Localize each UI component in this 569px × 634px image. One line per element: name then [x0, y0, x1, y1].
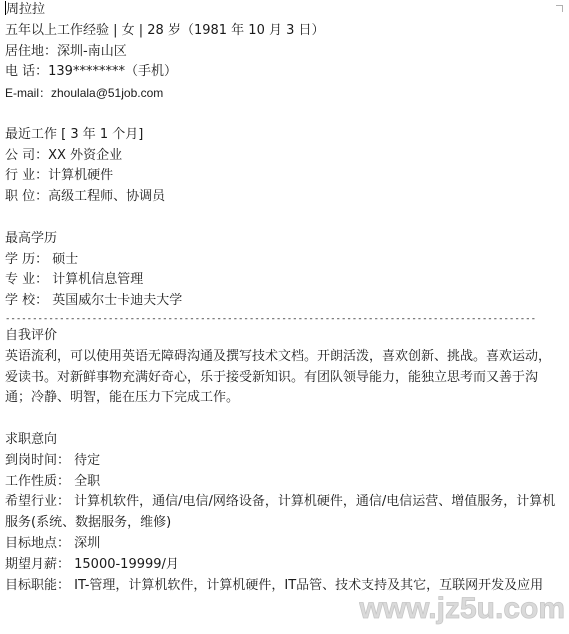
name-line — [5, 0, 565, 21]
industries-line: 希望行业： 计算机软件，通信/电信/网络设备，计算机硬件，通信/电信运营、增值服务，计算机服务(系统、数据服务，维修) — [5, 494, 556, 531]
industry-line: 行 业：计算机硬件 — [5, 168, 114, 184]
recent-job-heading: 最近工作 [ 3 年 1 个月] — [5, 126, 144, 142]
summary-line: 五年以上工作经验 | 女 | 28 岁（1981 年 10 月 3 日） — [5, 22, 325, 38]
watermark-text: www.jz5u.com — [359, 592, 565, 625]
email-line: E-mail：zhoulala@51job.com — [5, 86, 164, 101]
phone-line: 电 话：139********（手机） — [5, 64, 177, 80]
residence-line: 居住地：深圳-南山区 — [5, 43, 127, 59]
candidate-name: 周拉拉 — [6, 2, 46, 17]
position-line: 职 位：高级工程师、协调员 — [5, 189, 166, 205]
section-divider: -------------------------------------------------------------------------------------------------- — [5, 313, 537, 324]
spacer — [5, 104, 565, 125]
self-assessment-text: 英语流利，可以使用英语无障碍沟通及撰写技术文档。开朗活泼，喜欢创新、挑战。喜欢运动，爱读书。对新鲜事物充满好奇心，乐于接受新知识。有团队领导能力，能独立思考而又善于沟通；冷静、明智，能在压力下完成工作。 — [5, 348, 552, 406]
job-intention-heading: 求职意向 — [5, 431, 58, 447]
salary-line: 期望月薪： 15000-19999/月 — [5, 556, 179, 572]
education-heading: 最高学历 — [5, 230, 58, 246]
self-assessment-heading: 自我评价 — [5, 327, 58, 343]
location-line: 目标地点： 深圳 — [5, 535, 101, 551]
functions-line: 目标职能： IT-管理，计算机软件，计算机硬件，IT品管、技术支持及其它，互联网开发及应用 — [5, 577, 544, 593]
spacer — [5, 208, 565, 229]
resume-document — [5, 0, 565, 596]
job-type-line: 工作性质： 全职 — [5, 473, 101, 489]
major-line: 专 业： 计算机信息管理 — [5, 272, 144, 288]
company-line: 公 司：XX 外资企业 — [5, 147, 123, 163]
degree-line: 学 历： 硕士 — [5, 251, 79, 267]
school-line: 学 校： 英国威尔士卡迪夫大学 — [5, 293, 183, 309]
arrival-line: 到岗时间： 待定 — [5, 452, 101, 468]
spacer — [5, 409, 565, 430]
